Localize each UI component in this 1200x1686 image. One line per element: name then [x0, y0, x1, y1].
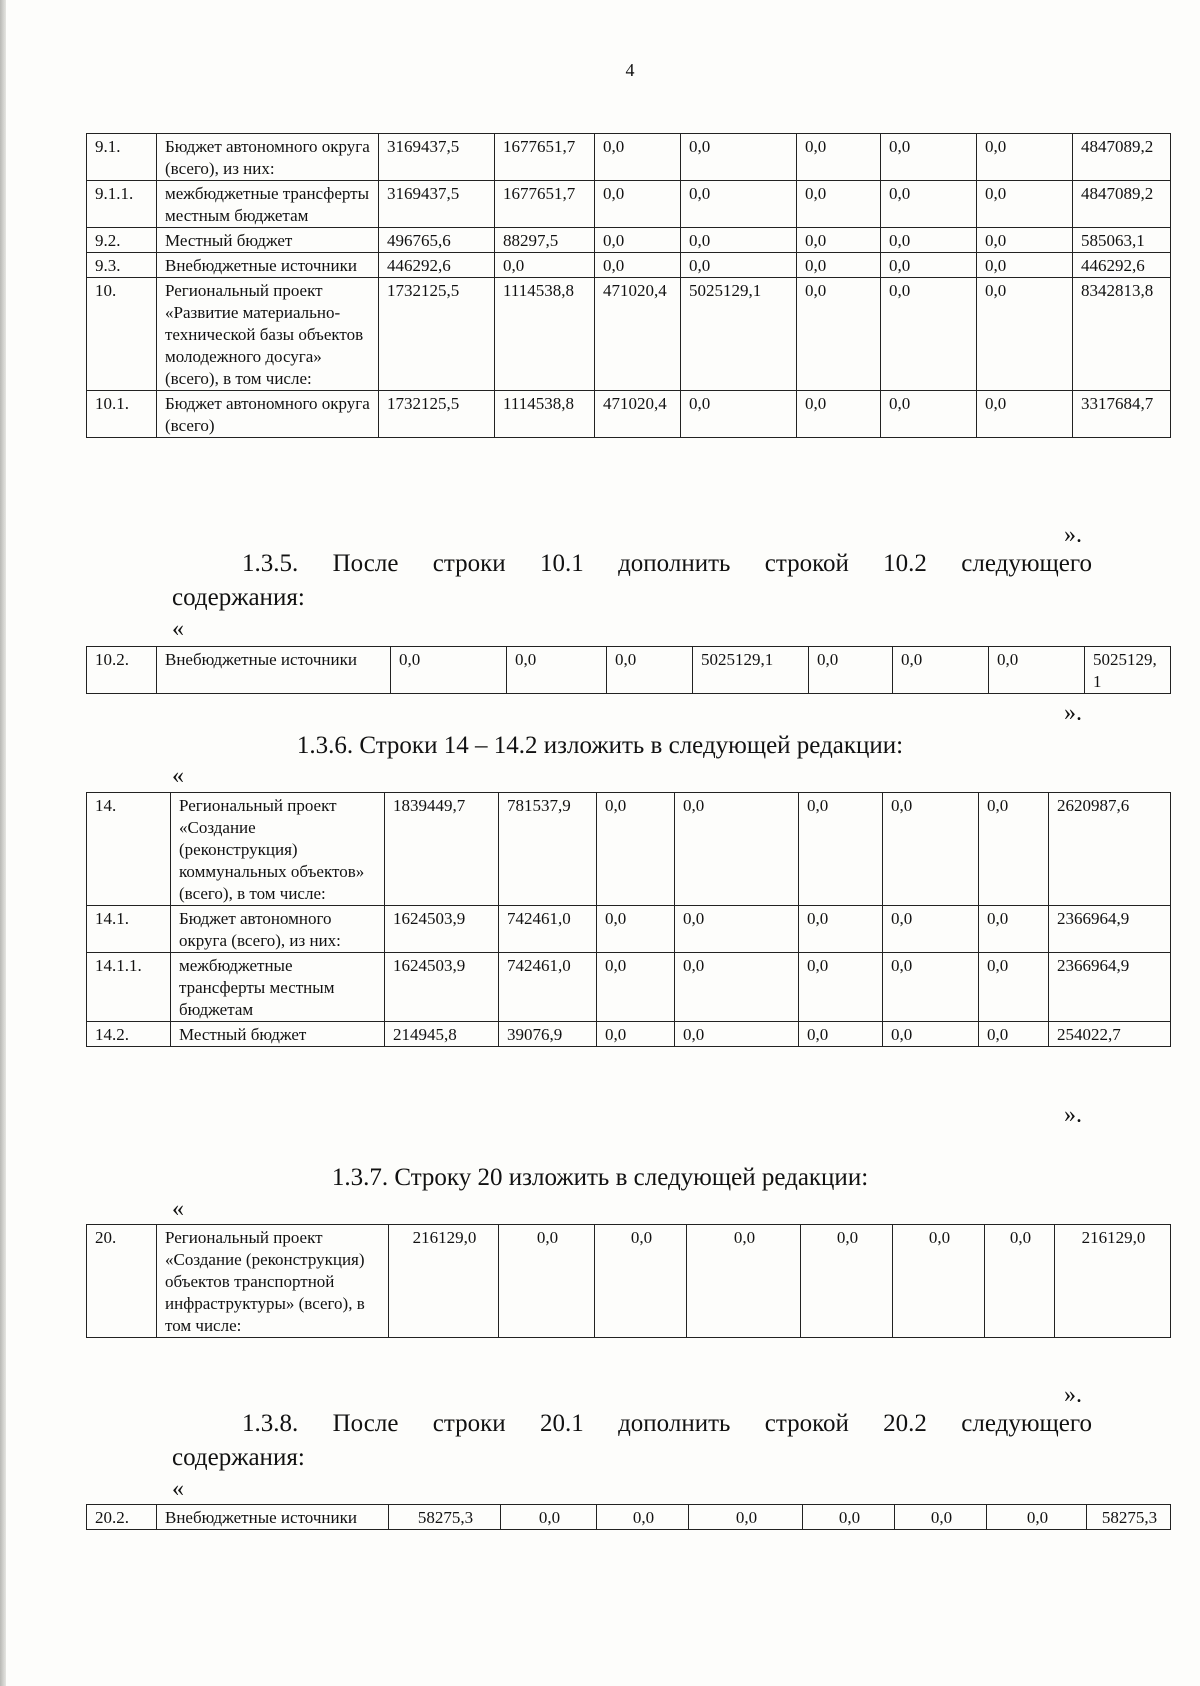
value-cell: 0,0 — [797, 278, 881, 391]
row-title: Внебюджетные источники — [157, 253, 379, 278]
table-row-20-2 — [86, 1504, 1171, 1530]
value-cell: 0,0 — [881, 134, 977, 181]
table-row — [87, 1225, 1171, 1338]
value-cell: 1624503,9 — [385, 906, 499, 953]
table-row — [87, 228, 1171, 253]
value-cell: 0,0 — [883, 793, 979, 906]
row-title: Региональный проект «Создание (реконструкция) объектов транспортной инфраструктуры» (всего), в том числе: — [157, 1225, 389, 1338]
value-cell: 3317684,7 — [1073, 391, 1171, 438]
value-cell: 0,0 — [597, 793, 675, 906]
value-cell: 3169437,5 — [379, 134, 495, 181]
value-cell: 0,0 — [797, 391, 881, 438]
row-title: Бюджет автономного округа (всего), из них: — [171, 906, 385, 953]
value-cell: 0,0 — [689, 1505, 803, 1530]
value-cell: 0,0 — [895, 1505, 987, 1530]
value-cell: 446292,6 — [1073, 253, 1171, 278]
value-cell: 781537,9 — [499, 793, 597, 906]
value-cell: 0,0 — [801, 1225, 893, 1338]
value-cell: 0,0 — [985, 1225, 1055, 1338]
value-cell: 0,0 — [799, 906, 883, 953]
opening-quote: « — [172, 616, 184, 642]
value-cell: 4847089,2 — [1073, 181, 1171, 228]
page-number: 4 — [625, 60, 635, 80]
value-cell: 1839449,7 — [385, 793, 499, 906]
row-number: 10.2. — [87, 647, 157, 694]
closing-quote: ». — [1064, 522, 1082, 548]
value-cell: 1677651,7 — [495, 134, 595, 181]
value-cell: 0,0 — [499, 1225, 595, 1338]
value-cell: 585063,1 — [1073, 228, 1171, 253]
value-cell: 0,0 — [495, 253, 595, 278]
value-cell: 0,0 — [881, 253, 977, 278]
value-cell: 0,0 — [797, 181, 881, 228]
value-cell: 0,0 — [881, 228, 977, 253]
closing-quote: ». — [1064, 1382, 1082, 1408]
value-cell: 214945,8 — [385, 1022, 499, 1047]
value-cell: 0,0 — [597, 953, 675, 1022]
value-cell: 0,0 — [799, 1022, 883, 1047]
row-number: 20. — [87, 1225, 157, 1338]
value-cell: 1624503,9 — [385, 953, 499, 1022]
value-cell: 2366964,9 — [1049, 906, 1171, 953]
value-cell: 0,0 — [977, 228, 1073, 253]
value-cell: 0,0 — [881, 181, 977, 228]
value-cell: 0,0 — [595, 134, 681, 181]
paragraph-1-3-6: 1.3.6. Строки 14 – 14.2 изложить в следующей редакции: — [296, 732, 904, 759]
value-cell: 0,0 — [979, 953, 1049, 1022]
row-number: 10. — [87, 278, 157, 391]
paragraph-1-3-8: 1.3.8. После строки 20.1 дополнить строкой 20.2 следующего — [242, 1410, 1092, 1437]
value-cell: 0,0 — [607, 647, 693, 694]
value-cell: 5025129,1 — [693, 647, 809, 694]
value-cell: 0,0 — [597, 1022, 675, 1047]
value-cell: 0,0 — [977, 391, 1073, 438]
row-number: 9.1.1. — [87, 181, 157, 228]
value-cell: 0,0 — [799, 793, 883, 906]
row-number: 9.1. — [87, 134, 157, 181]
value-cell: 0,0 — [881, 391, 977, 438]
row-title: Внебюджетные источники — [157, 647, 391, 694]
value-cell: 0,0 — [883, 906, 979, 953]
value-cell: 0,0 — [979, 793, 1049, 906]
table-row — [87, 253, 1171, 278]
value-cell: 0,0 — [797, 228, 881, 253]
row-number: 14. — [87, 793, 171, 906]
value-cell: 216129,0 — [389, 1225, 499, 1338]
value-cell: 0,0 — [675, 793, 799, 906]
table-row — [87, 391, 1171, 438]
value-cell: 0,0 — [977, 278, 1073, 391]
value-cell: 0,0 — [501, 1505, 597, 1530]
value-cell: 5025129,1 — [681, 278, 797, 391]
value-cell: 0,0 — [797, 253, 881, 278]
paragraph-1-3-5: 1.3.5. После строки 10.1 дополнить строкой 10.2 следующего — [242, 550, 1092, 577]
value-cell: 0,0 — [883, 953, 979, 1022]
value-cell: 0,0 — [681, 134, 797, 181]
value-cell: 2366964,9 — [1049, 953, 1171, 1022]
value-cell: 1114538,8 — [495, 391, 595, 438]
value-cell: 254022,7 — [1049, 1022, 1171, 1047]
value-cell: 0,0 — [977, 181, 1073, 228]
value-cell: 0,0 — [681, 181, 797, 228]
table-row-10-2 — [86, 646, 1171, 694]
value-cell: 0,0 — [979, 906, 1049, 953]
value-cell: 0,0 — [803, 1505, 895, 1530]
value-cell: 0,0 — [595, 253, 681, 278]
value-cell: 0,0 — [681, 391, 797, 438]
table-row — [87, 134, 1171, 181]
value-cell: 0,0 — [597, 1505, 689, 1530]
value-cell: 0,0 — [977, 134, 1073, 181]
value-cell: 0,0 — [893, 647, 989, 694]
value-cell: 0,0 — [797, 134, 881, 181]
paragraph-1-3-5-cont: содержания: — [172, 584, 305, 611]
value-cell: 0,0 — [675, 906, 799, 953]
value-cell: 1732125,5 — [379, 278, 495, 391]
opening-quote: « — [172, 1196, 184, 1222]
row-title: Бюджет автономного округа (всего) — [157, 391, 379, 438]
value-cell: 0,0 — [595, 228, 681, 253]
value-cell: 0,0 — [987, 1505, 1087, 1530]
table-row — [87, 181, 1171, 228]
value-cell: 0,0 — [881, 278, 977, 391]
row-title: межбюджетные трансферты местным бюджетам — [171, 953, 385, 1022]
value-cell: 216129,0 — [1055, 1225, 1171, 1338]
closing-quote: ». — [1064, 1102, 1082, 1128]
value-cell: 8342813,8 — [1073, 278, 1171, 391]
opening-quote: « — [172, 763, 184, 789]
value-cell: 0,0 — [507, 647, 607, 694]
value-cell: 0,0 — [597, 906, 675, 953]
value-cell: 471020,4 — [595, 278, 681, 391]
paragraph-1-3-7: 1.3.7. Строку 20 изложить в следующей редакции: — [331, 1164, 869, 1191]
row-title: Региональный проект «Создание (реконструкция) коммунальных объектов» (всего), в том числе: — [171, 793, 385, 906]
value-cell: 742461,0 — [499, 906, 597, 953]
table-row — [87, 278, 1171, 391]
value-cell: 0,0 — [979, 1022, 1049, 1047]
value-cell: 0,0 — [687, 1225, 801, 1338]
row-number: 14.1. — [87, 906, 171, 953]
value-cell: 0,0 — [989, 647, 1085, 694]
value-cell: 88297,5 — [495, 228, 595, 253]
opening-quote: « — [172, 1476, 184, 1502]
value-cell: 496765,6 — [379, 228, 495, 253]
value-cell: 1677651,7 — [495, 181, 595, 228]
value-cell: 0,0 — [893, 1225, 985, 1338]
table-row — [87, 793, 1171, 906]
value-cell: 0,0 — [595, 1225, 687, 1338]
table-row — [87, 953, 1171, 1022]
table-rows-14 — [86, 792, 1171, 1047]
value-cell: 471020,4 — [595, 391, 681, 438]
value-cell: 0,0 — [681, 253, 797, 278]
row-title: Местный бюджет — [171, 1022, 385, 1047]
row-title: Региональный проект «Развитие материально-технической базы объектов молодежного досуга» (всего), в том числе: — [157, 278, 379, 391]
table-row-20 — [86, 1224, 1171, 1338]
table-row — [87, 1022, 1171, 1047]
value-cell: 0,0 — [675, 1022, 799, 1047]
value-cell: 2620987,6 — [1049, 793, 1171, 906]
value-cell: 0,0 — [675, 953, 799, 1022]
value-cell: 0,0 — [595, 181, 681, 228]
row-number: 14.2. — [87, 1022, 171, 1047]
value-cell: 1114538,8 — [495, 278, 595, 391]
value-cell: 4847089,2 — [1073, 134, 1171, 181]
value-cell: 446292,6 — [379, 253, 495, 278]
closing-quote: ». — [1064, 700, 1082, 726]
value-cell: 5025129,1 — [1085, 647, 1171, 694]
row-number: 20.2. — [87, 1505, 157, 1530]
table-row — [87, 647, 1171, 694]
row-title: Внебюджетные источники — [157, 1505, 389, 1530]
value-cell: 58275,3 — [1087, 1505, 1171, 1530]
row-title: межбюджетные трансферты местным бюджетам — [157, 181, 379, 228]
table-row — [87, 1505, 1171, 1530]
value-cell: 742461,0 — [499, 953, 597, 1022]
value-cell: 0,0 — [883, 1022, 979, 1047]
value-cell: 0,0 — [681, 228, 797, 253]
value-cell: 1732125,5 — [379, 391, 495, 438]
value-cell: 58275,3 — [389, 1505, 501, 1530]
value-cell: 0,0 — [799, 953, 883, 1022]
row-number: 9.3. — [87, 253, 157, 278]
row-title: Местный бюджет — [157, 228, 379, 253]
value-cell: 0,0 — [977, 253, 1073, 278]
table-row — [87, 906, 1171, 953]
row-number: 10.1. — [87, 391, 157, 438]
scan-edge — [0, 0, 6, 1686]
table-rows-9-10 — [86, 133, 1171, 438]
value-cell: 3169437,5 — [379, 181, 495, 228]
row-title: Бюджет автономного округа (всего), из них: — [157, 134, 379, 181]
value-cell: 0,0 — [391, 647, 507, 694]
value-cell: 39076,9 — [499, 1022, 597, 1047]
row-number: 9.2. — [87, 228, 157, 253]
row-number: 14.1.1. — [87, 953, 171, 1022]
value-cell: 0,0 — [809, 647, 893, 694]
paragraph-1-3-8-cont: содержания: — [172, 1444, 305, 1471]
